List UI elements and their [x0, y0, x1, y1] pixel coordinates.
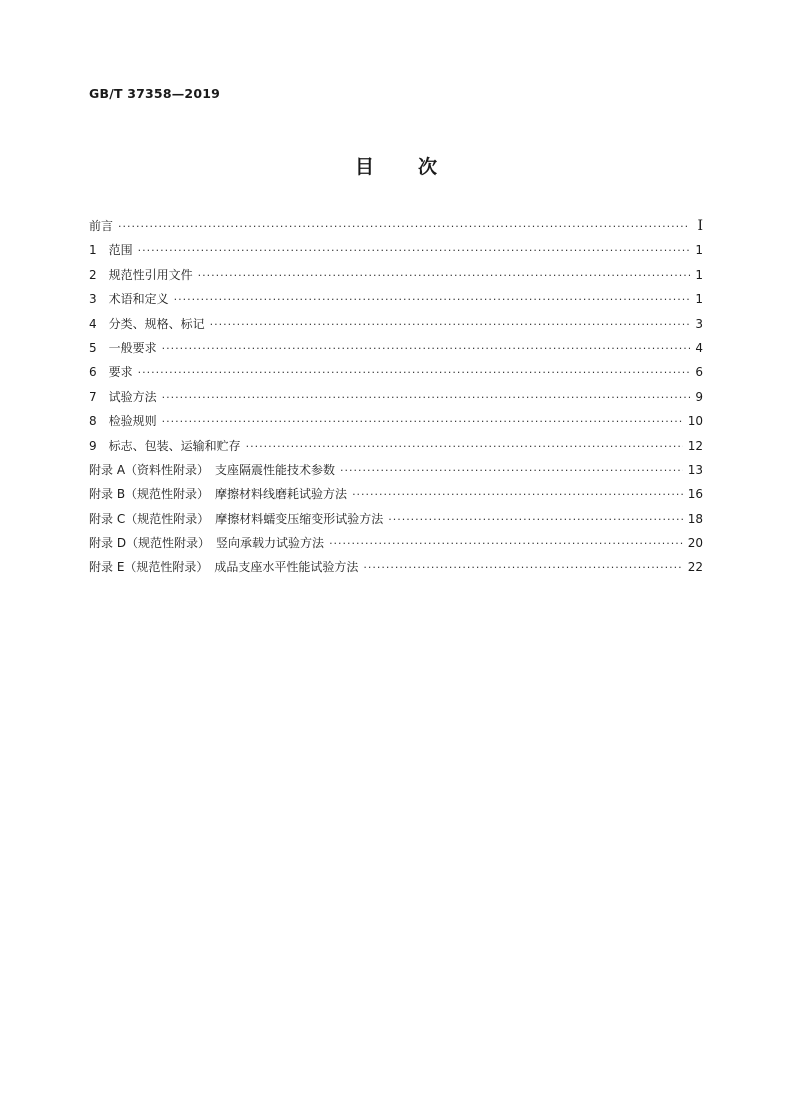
- toc-entry-label: 附录 A（资料性附录） 支座隔震性能技术参数: [89, 462, 336, 477]
- toc-entry[interactable]: [89, 290, 703, 314]
- toc-leader-dots: [340, 464, 683, 477]
- toc-entry[interactable]: [89, 510, 703, 534]
- page-title: [0, 152, 792, 179]
- toc-entry-page: 3: [695, 316, 703, 331]
- toc-leader-dots: [352, 488, 683, 501]
- toc-entry[interactable]: [89, 388, 703, 412]
- toc-entry[interactable]: [89, 241, 703, 265]
- toc-leader-dots: [138, 366, 690, 379]
- toc-leader-dots: [162, 391, 690, 404]
- table-of-contents: [89, 217, 703, 583]
- toc-entry[interactable]: [89, 534, 703, 558]
- toc-entry-label: 附录 E（规范性附录） 成品支座水平性能试验方法: [89, 560, 359, 575]
- toc-leader-dots: [246, 440, 683, 453]
- toc-entry-page: 10: [687, 414, 703, 429]
- toc-entry-label: 8 检验规则: [89, 414, 157, 429]
- toc-entry-page: 9: [695, 389, 703, 404]
- toc-entry-label: 1 范围: [89, 243, 133, 258]
- toc-entry-label: 附录 D（规范性附录） 竖向承载力试验方法: [89, 536, 325, 551]
- toc-leader-dots: [162, 342, 690, 355]
- toc-leader-dots: [388, 513, 683, 526]
- standard-code: GB/T 37358—2019: [89, 86, 221, 101]
- toc-entry[interactable]: [89, 266, 703, 290]
- toc-entry-page: 20: [687, 536, 703, 551]
- toc-entry[interactable]: [89, 485, 703, 509]
- toc-entry-label: 5 一般要求: [89, 340, 157, 355]
- toc-entry-label: 4 分类、规格、标记: [89, 316, 205, 331]
- toc-entry-page: 22: [687, 560, 703, 575]
- toc-entry[interactable]: [89, 558, 703, 582]
- toc-leader-dots: [198, 269, 690, 282]
- toc-entry[interactable]: [89, 412, 703, 436]
- toc-entry[interactable]: [89, 315, 703, 339]
- toc-entry[interactable]: [89, 339, 703, 363]
- toc-leader-dots: [174, 293, 690, 306]
- toc-entry-page: 13: [687, 462, 703, 477]
- toc-entry-label: 9 标志、包装、运输和贮存: [89, 438, 241, 453]
- toc-entry-page: 1: [695, 243, 703, 258]
- toc-entry[interactable]: [89, 217, 703, 241]
- toc-entry[interactable]: [89, 437, 703, 461]
- toc-entry-label: 2 规范性引用文件: [89, 267, 193, 282]
- toc-entry-page: 1: [695, 267, 703, 282]
- toc-entry-label: 前言: [89, 219, 114, 233]
- toc-entry-label: 3 术语和定义: [89, 292, 169, 307]
- toc-leader-dots: [162, 415, 683, 428]
- toc-leader-dots: [210, 318, 690, 331]
- title-char-right: 次: [418, 156, 438, 178]
- toc-leader-dots: [138, 244, 690, 257]
- toc-entry-page: 18: [687, 511, 703, 526]
- toc-entry-page: I: [697, 218, 703, 234]
- toc-entry-page: 4: [695, 340, 703, 355]
- toc-entry-page: 16: [687, 487, 703, 502]
- toc-leader-dots: [118, 220, 690, 233]
- toc-leader-dots: [329, 537, 683, 550]
- toc-entry-page: 1: [695, 292, 703, 307]
- toc-entry-label: 附录 C（规范性附录） 摩擦材料蠕变压缩变形试验方法: [89, 511, 384, 526]
- toc-entry-label: 附录 B（规范性附录） 摩擦材料线磨耗试验方法: [89, 487, 348, 502]
- toc-entry-page: 12: [687, 438, 703, 453]
- toc-entry-label: 6 要求: [89, 365, 133, 380]
- toc-entry[interactable]: [89, 363, 703, 387]
- toc-entry-page: 6: [695, 365, 703, 380]
- toc-leader-dots: [363, 561, 682, 574]
- toc-entry-label: 7 试验方法: [89, 389, 157, 404]
- title-char-left: 目: [354, 156, 374, 178]
- toc-entry[interactable]: [89, 461, 703, 485]
